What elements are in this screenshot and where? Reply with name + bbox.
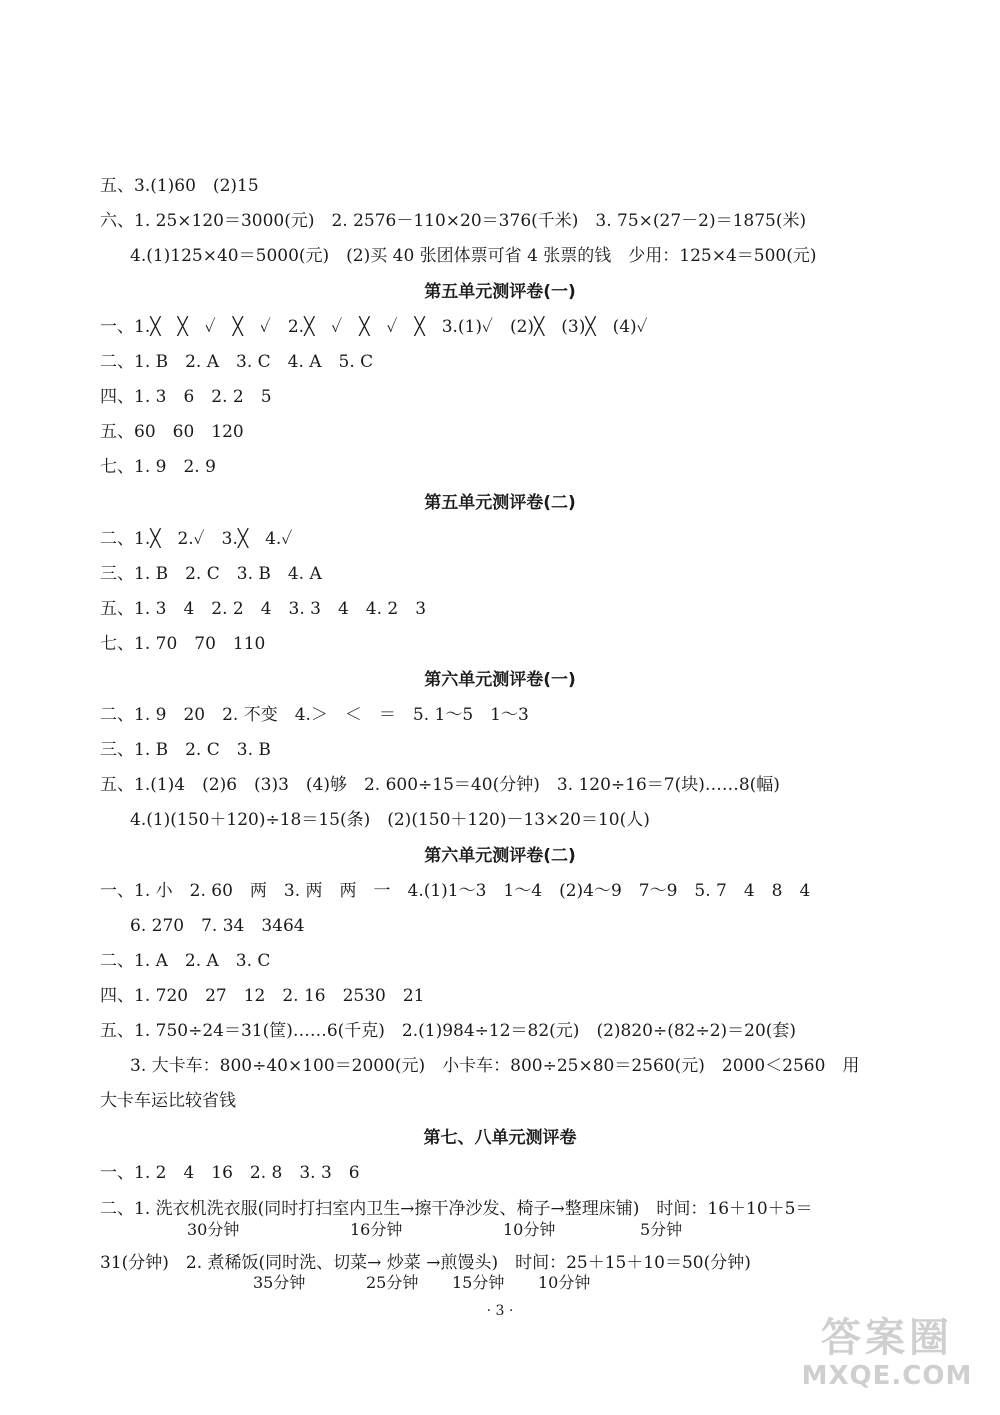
- answer-line: 二、1. A 2. A 3. C: [100, 951, 271, 971]
- answer-line: 二、1. 9 20 2. 不变 4.＞ ＜ ＝ 5. 1～5 1～3: [100, 705, 529, 725]
- time-label: 15分钟: [452, 1273, 505, 1292]
- watermark-title: 答案圈: [821, 1315, 953, 1361]
- answer-line: 一、1. 小 2. 60 两 3. 两 两 一 4.(1)1～3 1～4 (2)4～9 7～9 5. 7 4 8 4: [100, 881, 811, 901]
- page-number: · 3 ·: [486, 1303, 514, 1319]
- answer-line: 31(分钟) 2. 煮稀饭(同时洗、切菜→ 炒菜 →煎馒头) 时间：25＋15＋10＝50(分钟): [100, 1253, 751, 1273]
- answer-line: 七、1. 9 2. 9: [100, 457, 216, 477]
- answer-line: 五、3.(1)60 (2)15: [100, 176, 259, 196]
- answer-line: 3. 大卡车：800÷40×100＝2000(元) 小卡车：800÷25×80＝2560(元) 2000＜2560 用: [130, 1056, 860, 1076]
- section-heading: 第五单元测评卷(二): [424, 493, 576, 513]
- time-label: 35分钟: [253, 1273, 306, 1292]
- time-label: 25分钟: [366, 1273, 419, 1292]
- time-label: 16分钟: [350, 1220, 403, 1239]
- answer-line: 七、1. 70 70 110: [100, 634, 266, 654]
- section-heading: 第六单元测评卷(一): [424, 670, 576, 690]
- answer-line: 三、1. B 2. C 3. B: [100, 740, 271, 760]
- watermark-logo: [792, 1315, 982, 1405]
- answer-line: 五、1. 750÷24＝31(筐)……6(千克) 2.(1)984÷12＝82(元) (2)820÷(82÷2)＝20(套): [100, 1021, 797, 1041]
- answer-line: 4.(1)(150＋120)÷18＝15(条) (2)(150＋120)－13×20＝10(人): [130, 810, 650, 830]
- answer-line: 大卡车运比较省钱: [100, 1091, 236, 1111]
- answer-line: 二、1.╳ 2.✓ 3.╳ 4.✓: [100, 529, 293, 549]
- watermark-url: MXQE.COM: [801, 1361, 973, 1391]
- answer-line: 六、1. 25×120＝3000(元) 2. 2576－110×20＝376(千米) 3. 75×(27－2)＝1875(米): [100, 211, 807, 231]
- answer-line: 五、60 60 120: [100, 422, 244, 442]
- answer-line: 三、1. B 2. C 3. B 4. A: [100, 564, 322, 584]
- time-label: 5分钟: [640, 1220, 683, 1239]
- time-label: 10分钟: [503, 1220, 556, 1239]
- time-label: 10分钟: [538, 1273, 591, 1292]
- answer-line: 四、1. 3 6 2. 2 5: [100, 387, 272, 407]
- section-heading: 第五单元测评卷(一): [424, 282, 576, 302]
- answer-line: 6. 270 7. 34 3464: [130, 916, 305, 936]
- answer-line: 二、1. 洗衣机洗衣服(同时打扫室内卫生→擦干净沙发、椅子→整理床铺) 时间：16＋10＋5＝: [100, 1199, 813, 1219]
- section-heading: 第六单元测评卷(二): [424, 846, 576, 866]
- answer-line: 五、1.(1)4 (2)6 (3)3 (4)够 2. 600÷15＝40(分钟) 3. 120÷16＝7(块)……8(幅): [100, 775, 780, 795]
- answer-line: 一、1.╳ ╳ ✓ ╳ ✓ 2.╳ ✓ ╳ ✓ ╳ 3.(1)✓ (2)╳ (3)╳ (4)✓: [100, 317, 648, 337]
- answer-line: 四、1. 720 27 12 2. 16 2530 21: [100, 986, 425, 1006]
- answer-line: 4.(1)125×40＝5000(元) (2)买 40 张团体票可省 4 张票的钱 少用：125×4＝500(元): [130, 246, 817, 266]
- answer-line: 一、1. 2 4 16 2. 8 3. 3 6: [100, 1163, 360, 1183]
- section-heading: 第七、八单元测评卷: [423, 1128, 577, 1148]
- answer-line: 五、1. 3 4 2. 2 4 3. 3 4 4. 2 3: [100, 599, 427, 619]
- answer-line: 二、1. B 2. A 3. C 4. A 5. C: [100, 352, 374, 372]
- time-label: 30分钟: [187, 1220, 240, 1239]
